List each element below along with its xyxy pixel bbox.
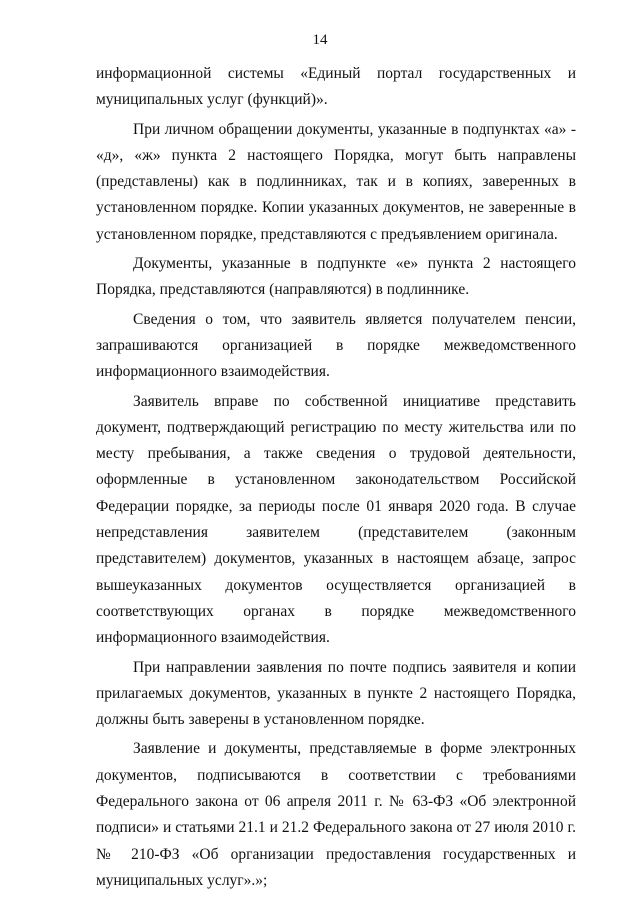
paragraph-pension-info: Сведения о том, что заявитель является получателем пенсии, запрашиваются организацией в порядке межведомственного информационного взаимодействия. xyxy=(96,310,576,381)
paragraph-continuation: информационной системы «Единый портал государственных и муниципальных услуг (функций)». xyxy=(96,65,576,109)
paragraph-postal-submission: При направлении заявления по почте подпись заявителя и копии прилагаемых документов, указанных в пункте 2 настоящего Порядка, должны быть заверены в установленном порядке. xyxy=(96,658,576,729)
paragraph-electronic-documents: Заявление и документы, представляемые в форме электронных документов, подписываются в соответствии с требованиями Федерального закона от 06 апреля 2011 г. № 63-ФЗ «Об электронной подписи» и статьями 21.1 и 21.2 Федерального закона от 27 июля 2010 г. № 210-ФЗ «Об организации предоставления государственных и муниципальных услуг».»; xyxy=(96,740,576,889)
document-body xyxy=(96,61,576,897)
paragraph-original-documents: Документы, указанные в подпункте «е» пункта 2 настоящего Порядка, представляются (направляются) в подлиннике. xyxy=(96,255,576,299)
page-number: 14 xyxy=(312,32,328,48)
paragraph-applicant-initiative: Заявитель вправе по собственной инициативе представить документ, подтверждающий регистрацию по месту жительства или по месту пребывания, а также сведения о трудовой деятельности, оформленные в установленном законодательством Российской Федерации порядке, за периоды после 01 января 2020 года. В случае непредставления заявителем (представителем (законным представителем) документов, указанных в настоящем абзаце, запрос вышеуказанных документов осуществляется организацией в соответствующих органах в порядке межведомственного информационного взаимодействия. xyxy=(96,392,576,647)
paragraph-personal-submission: При личном обращении документы, указанные в подпунктах «а» - «д», «ж» пункта 2 настоящего Порядка, могут быть направлены (представлены) как в подлинниках, так и в копиях, заверенных в установленном порядке. Копии указанных документов, не заверенные в установленном порядке, представляются с предъявлением оригинала. xyxy=(96,120,576,243)
